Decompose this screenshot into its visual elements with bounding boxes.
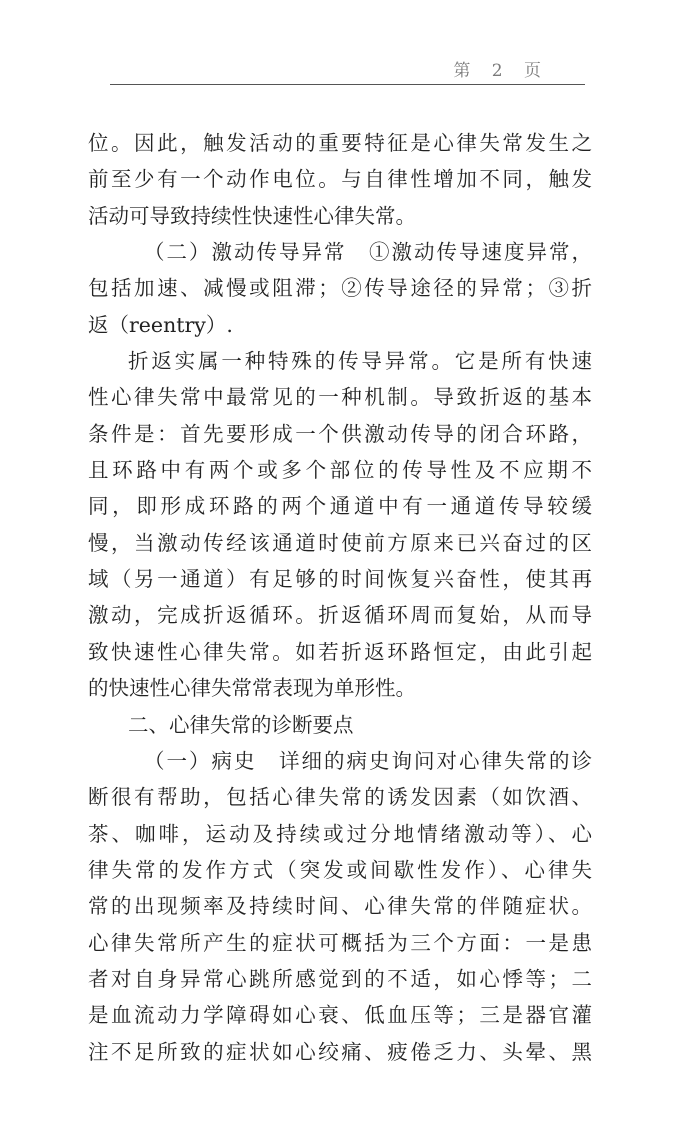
page-number: 第 2 页	[453, 61, 549, 81]
text-line: 激动，完成折返循环。折返循环周而复始，从而导	[88, 603, 592, 628]
text-line: 茶、咖啡，运动及持续或过分地情绪激动等）、心	[88, 821, 592, 846]
text-line: 慢，当激动传经该通道时使前方原来已兴奋过的区	[88, 530, 592, 555]
text-line: 断很有帮助，包括心律失常的诱发因素（如饮酒、	[88, 785, 592, 810]
text-line: 常的出现频率及持续时间、心律失常的伴随症状。	[88, 894, 592, 919]
page-header	[110, 52, 585, 85]
text-line: 注不足所致的症状如心绞痛、疲倦乏力、头晕、黑	[88, 1039, 592, 1064]
section-heading: 二、心律失常的诊断要点	[128, 712, 354, 737]
text-line: 者对自身异常心跳所感觉到的不适，如心悸等；二	[88, 966, 592, 991]
text-line: 前至少有一个动作电位。与自律性增加不同，触发	[88, 167, 592, 192]
paragraph-first-line: 折返实属一种特殊的传导异常。它是所有快速	[128, 349, 592, 374]
text-line: 律失常的发作方式（突发或间歇性发作）、心律失	[88, 857, 592, 882]
text-line: 包括加速、减慢或阻滞；②传导途径的异常；③折	[88, 276, 592, 301]
subsection-heading-line: （一）病史 详细的病史询问对心律失常的诊	[144, 748, 592, 773]
text-line: 且环路中有两个或多个部位的传导性及不应期不	[88, 458, 592, 483]
text-line: 致快速性心律失常。如若折返环路恒定，由此引起	[88, 639, 592, 664]
section-heading-line: （二）激动传导异常 ①激动传导速度异常，	[144, 240, 592, 265]
text-line: 同，即形成环路的两个通道中有一通道传导较缓	[88, 494, 592, 519]
text-line: 是血流动力学障碍如心衰、低血压等；三是器官灌	[88, 1003, 592, 1028]
text-line: 返（reentry）.	[88, 312, 233, 337]
text-line: 活动可导致持续性快速性心律失常。	[88, 203, 416, 228]
text-line: 心律失常所产生的症状可概括为三个方面：一是患	[88, 930, 592, 955]
text-line: 条件是：首先要形成一个供激动传导的闭合环路，	[88, 421, 592, 446]
text-line: 的快速性心律失常常表现为单形性。	[88, 676, 416, 701]
document-body	[88, 125, 592, 1070]
text-line: 域（另一通道）有足够的时间恢复兴奋性，使其再	[88, 567, 592, 592]
text-line: 性心律失常中最常见的一种机制。导致折返的基本	[88, 385, 592, 410]
text-line: 位。因此，触发活动的重要特征是心律失常发生之	[88, 131, 592, 155]
